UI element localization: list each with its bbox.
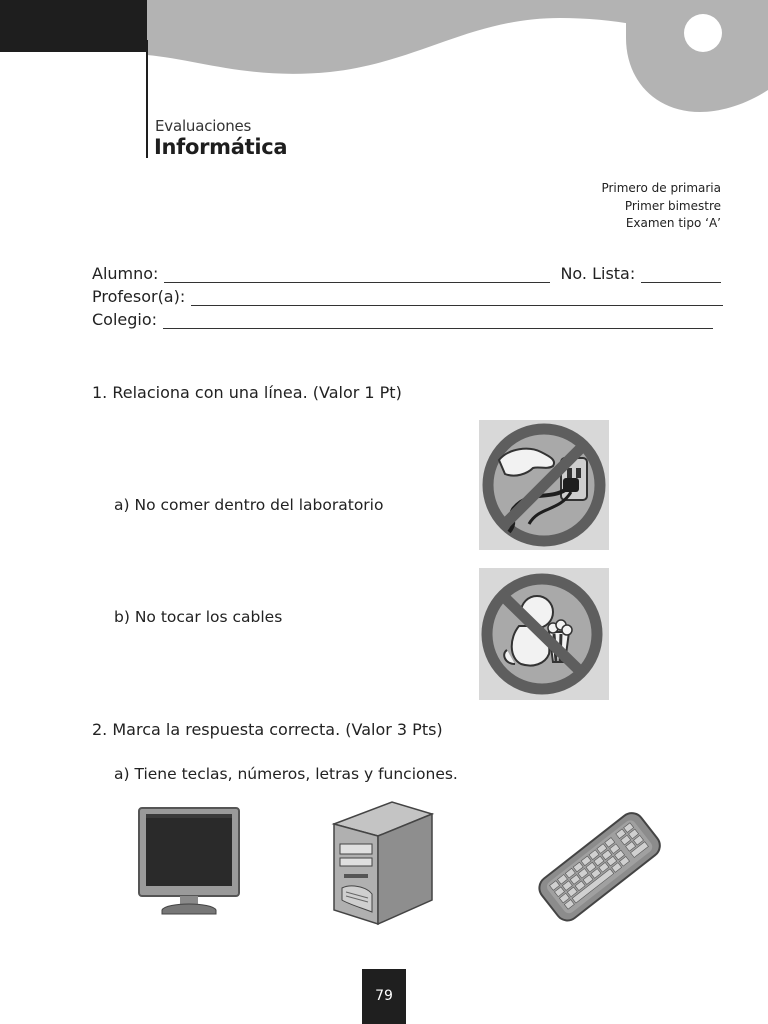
exam-grade: Primero de primaria — [601, 181, 721, 195]
subject-title: Informática — [154, 135, 288, 159]
keyboard-icon[interactable] — [534, 798, 664, 934]
student-label: Alumno: — [92, 264, 159, 283]
teacher-row — [92, 287, 723, 306]
school-row — [92, 310, 713, 329]
question-1-option-a: a) No comer dentro del laboratorio — [114, 496, 384, 514]
list-number-label: No. Lista: — [560, 264, 636, 283]
monitor-icon[interactable] — [136, 806, 242, 918]
student-row — [92, 264, 721, 283]
school-field[interactable] — [163, 313, 713, 329]
no-touch-cables-sign-icon[interactable] — [479, 420, 609, 550]
exam-info — [601, 180, 721, 233]
list-number-field[interactable] — [641, 267, 721, 283]
student-field[interactable] — [164, 267, 550, 283]
teacher-field[interactable] — [191, 290, 723, 306]
cpu-tower-icon[interactable] — [330, 800, 436, 926]
exam-type: Examen tipo ‘A’ — [625, 216, 721, 230]
series-label: Evaluaciones — [155, 117, 252, 135]
header-decoration — [0, 0, 768, 120]
question-1-prompt: 1. Relaciona con una línea. (Valor 1 Pt) — [92, 383, 402, 402]
teacher-label: Profesor(a): — [92, 287, 186, 306]
question-1-option-b: b) No tocar los cables — [114, 608, 283, 626]
page-number: 79 — [362, 969, 406, 1024]
header-circle-icon — [684, 14, 722, 52]
question-2-option-a: a) Tiene teclas, números, letras y funciones. — [114, 765, 458, 783]
title-rule — [146, 40, 148, 158]
no-eating-sign-icon[interactable] — [479, 568, 609, 700]
exam-period: Primer bimestre — [624, 198, 721, 213]
school-label: Colegio: — [92, 310, 158, 329]
question-2-prompt: 2. Marca la respuesta correcta. (Valor 3 Pts) — [92, 720, 443, 739]
